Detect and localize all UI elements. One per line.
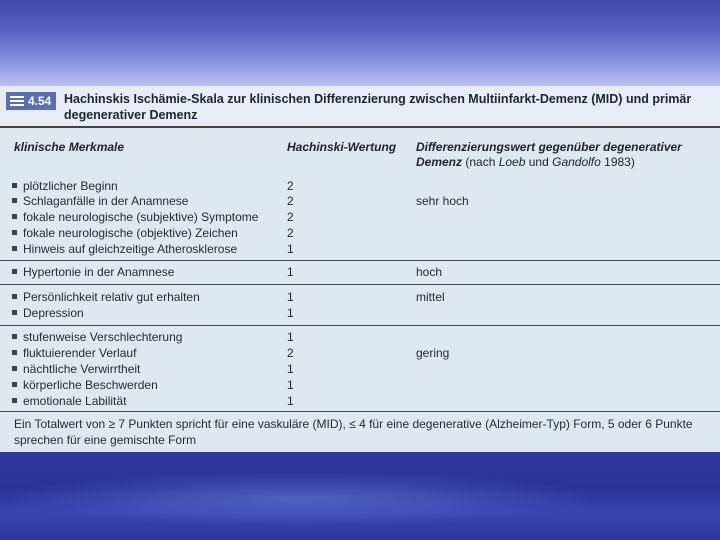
feature-cell: körperliche Beschwerden	[23, 378, 158, 392]
score-cell: 2	[287, 210, 294, 224]
table-row	[0, 305, 720, 321]
score-cell: 1	[287, 378, 294, 392]
bullet-icon	[12, 350, 17, 355]
table-row	[0, 329, 720, 345]
table-row	[0, 361, 720, 377]
score-cell: 2	[287, 179, 294, 193]
score-cell: 1	[287, 242, 294, 256]
divider	[0, 411, 720, 412]
feature-cell: fluktuierender Verlauf	[23, 346, 137, 360]
table-row	[0, 178, 720, 194]
header-citation-open: (nach	[462, 155, 499, 169]
feature-cell: fokale neurologische (subjektive) Symptome	[23, 210, 259, 224]
header-citation-year: 1983)	[600, 155, 635, 169]
header-hachinski-score: Hachinski-Wertung	[287, 140, 397, 154]
score-cell: 1	[287, 330, 294, 344]
feature-cell: nächtliche Verwirrtheit	[23, 362, 141, 376]
feature-cell: Hypertonie in der Anamnese	[23, 265, 175, 279]
feature-cell: Persönlichkeit relativ gut erhalten	[23, 290, 200, 304]
score-cell: 1	[287, 265, 294, 279]
divider	[0, 260, 720, 261]
bullet-icon	[12, 230, 17, 235]
table-row	[0, 193, 720, 209]
feature-cell: Hinweis auf gleichzeitige Atherosklerose	[23, 242, 238, 256]
header-citation-and: und	[525, 155, 553, 169]
divider	[0, 325, 720, 326]
table-row	[0, 225, 720, 241]
table-number: 4.54	[28, 94, 52, 108]
score-cell: 2	[287, 194, 294, 208]
feature-cell: stufenweise Verschlechterung	[23, 330, 183, 344]
table-number-badge	[6, 92, 56, 110]
table-footnote: Ein Totalwert von ≥ 7 Punkten spricht für eine vaskuläre (MID), ≤ 4 für eine degenerative (Alzheimer-Typ) Form, 5 oder 6 Punkte sprechen für eine gemischte Form	[14, 417, 693, 447]
feature-cell: fokale neurologische (objektive) Zeichen	[23, 226, 238, 240]
table-row	[0, 209, 720, 225]
table-title: Hachinskis Ischämie-Skala zur klinischen Differenzierung zwischen Multiinfarkt-Demenz (MID) und primär degenerativer Demenz	[64, 92, 692, 122]
feature-cell: emotionale Labilität	[23, 394, 127, 408]
divider	[0, 284, 720, 285]
bullet-icon	[12, 334, 17, 339]
slide-background-bottom	[0, 452, 720, 540]
bullet-icon	[12, 398, 17, 403]
diff-cell: hoch	[416, 265, 443, 279]
bullet-icon	[12, 198, 17, 203]
score-cell: 1	[287, 362, 294, 376]
header-clinical-features: klinische Merkmale	[14, 140, 125, 154]
header-citation-author2: Gandolfo	[552, 155, 601, 169]
diff-cell: sehr hoch	[416, 194, 469, 208]
bullet-icon	[12, 310, 17, 315]
menu-lines-icon	[10, 96, 24, 106]
bullet-icon	[12, 214, 17, 219]
diff-cell: mittel	[416, 290, 445, 304]
bullet-icon	[12, 269, 17, 274]
bullet-icon	[12, 246, 17, 251]
table-sheet	[0, 86, 720, 452]
score-cell: 1	[287, 394, 294, 408]
table-row	[0, 264, 720, 280]
table-row	[0, 377, 720, 393]
score-cell: 2	[287, 226, 294, 240]
bullet-icon	[12, 183, 17, 188]
diff-cell: gering	[416, 346, 450, 360]
bullet-icon	[12, 382, 17, 387]
feature-cell: Schlaganfälle in der Anamnese	[23, 194, 189, 208]
header-differentiation	[416, 140, 706, 170]
divider	[0, 126, 720, 128]
bullet-icon	[12, 294, 17, 299]
table-row	[0, 345, 720, 361]
score-cell: 1	[287, 306, 294, 320]
table-row	[0, 289, 720, 305]
table-row	[0, 241, 720, 257]
table-row	[0, 393, 720, 409]
score-cell: 2	[287, 346, 294, 360]
feature-cell: Depression	[23, 306, 84, 320]
feature-cell: plötzlicher Beginn	[23, 179, 118, 193]
header-differentiation-main: Differenzierungswert gegenüber degenerativer Demenz	[416, 140, 682, 169]
header-citation-author1: Loeb	[498, 155, 526, 169]
score-cell: 1	[287, 290, 294, 304]
bullet-icon	[12, 366, 17, 371]
